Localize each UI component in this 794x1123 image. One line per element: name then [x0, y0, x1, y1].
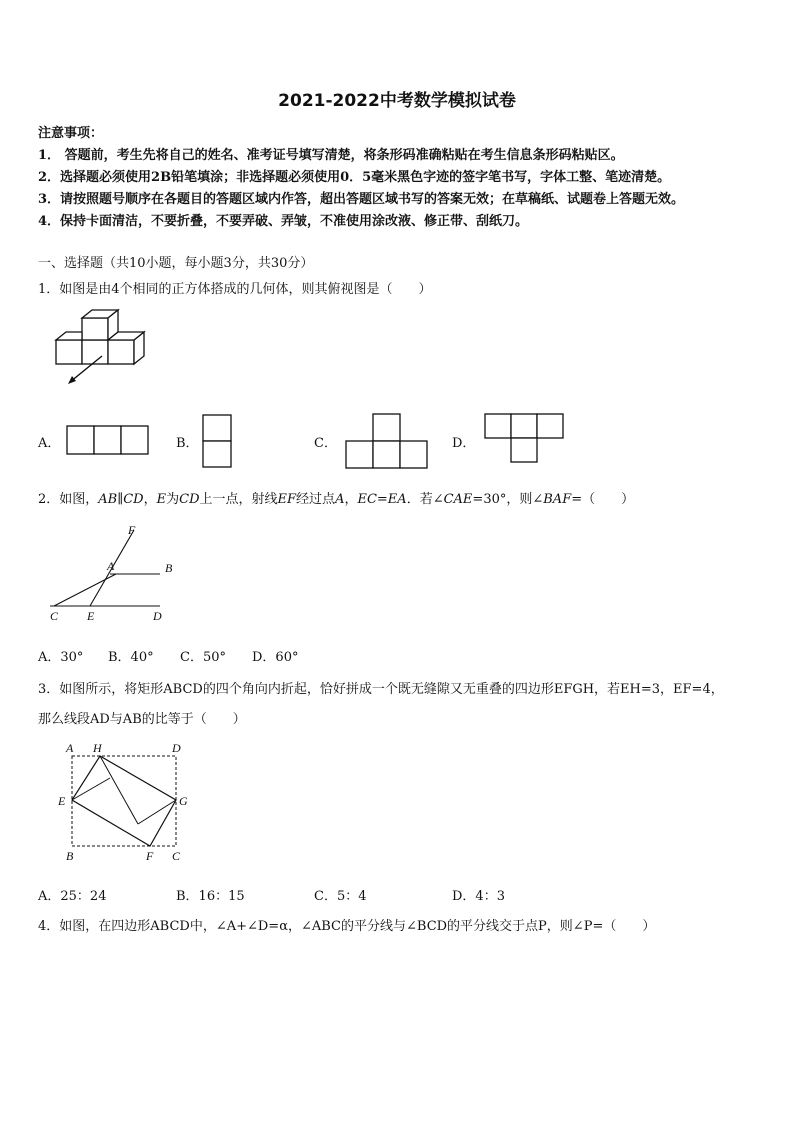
- notice-item-3: 3．请按照题号顺序在各题目的答题区域内作答，超出答题区域书写的答案无效；在草稿纸、试题卷上答题无效。: [38, 192, 685, 207]
- q2-stem-math2: E: [156, 492, 167, 507]
- q3-option-a: A．25：24: [38, 889, 107, 904]
- page-title: 2021-2022中考数学模拟试卷: [278, 91, 516, 111]
- section-heading: 一、选择题（共10小题，每小题3分，共30分）: [38, 256, 314, 271]
- q3-label-b: B: [66, 849, 74, 863]
- q2-label-c: C: [50, 609, 59, 623]
- q3-option-d: D．4：3: [452, 889, 505, 904]
- q3-label-g: G: [179, 794, 188, 808]
- q2-label-e: E: [87, 609, 95, 623]
- q3-label-d: D: [172, 741, 181, 755]
- q1-stem: 1．如图是由4个相同的正方体搭成的几何体，则其俯视图是（ ）: [38, 282, 432, 297]
- q3-option-c: C．5：4: [314, 889, 367, 904]
- q1-option-c-label: C．: [314, 436, 337, 451]
- q2-label-b: B: [165, 561, 173, 575]
- q1-cube-figure: [52, 308, 172, 398]
- q1-option-d-label: D．: [452, 436, 476, 451]
- q3-label-f: F: [146, 849, 154, 863]
- q3-label-c: C: [172, 849, 181, 863]
- q2-stem-mid3: 上一点，射线: [199, 492, 278, 507]
- notice-heading: 注意事项：: [38, 126, 104, 141]
- q2-stem-mid4: 经过点: [296, 492, 336, 507]
- q4-stem: 4．如图，在四边形ABCD中，∠A+∠D=α，∠ABC的平分线与∠BCD的平分线交于点P，则∠P=（ ）: [38, 919, 656, 934]
- q3-stem-line-1: 3．如图所示，将矩形ABCD的四个角向内折起，恰好拼成一个既无缝隙又无重叠的四边形EFGH，若EH=3，EF=4，: [38, 682, 724, 697]
- q3-option-b: B．16：15: [176, 889, 245, 904]
- q2-stem-math3: CD: [179, 492, 200, 507]
- q2-stem-mid2: 为: [166, 492, 180, 507]
- q2-option-a: A．30°: [38, 650, 84, 665]
- notice-item-4: 4．保持卡面清洁，不要折叠，不要弄破、弄皱，不准使用涂改液、修正带、刮纸刀。: [38, 214, 529, 229]
- q3-rectangle-figure: [54, 738, 194, 868]
- notice-item-2: 2．选择题必须使用2B铅笔填涂；非选择题必须使用0．5毫米黑色字迹的签字笔书写，字体工整、笔迹清楚。: [38, 170, 671, 185]
- q2-stem-mid6: ．若∠: [406, 492, 444, 507]
- q2-label-d: D: [153, 609, 162, 623]
- q2-stem-pre: 2．如图，: [38, 492, 99, 507]
- q1-option-d-figure: [484, 413, 568, 471]
- q2-stem-math6: EC=EA: [357, 492, 407, 507]
- notice-item-1-text: 1． 答题前，考生先将自己的姓名、准考证号填写清楚，将条形码准确粘贴在考生信息条形码粘贴区。: [38, 148, 624, 163]
- q1-option-a-label: A．: [38, 436, 61, 451]
- q1-option-b-label: B．: [176, 436, 199, 451]
- q2-option-c: C．50°: [180, 650, 226, 665]
- q2-option-d: D．60°: [252, 650, 299, 665]
- q1-option-b-figure: [202, 414, 234, 470]
- q2-stem-math8: BAF: [543, 492, 572, 507]
- q3-label-a: A: [66, 741, 74, 755]
- q2-label-a: A: [107, 559, 115, 573]
- q2-stem-mid1: ，: [143, 492, 157, 507]
- q1-option-c-figure: [345, 413, 429, 471]
- q3-label-e: E: [58, 794, 66, 808]
- q2-option-b: B．40°: [108, 650, 154, 665]
- q3-stem-line-2: 那么线段AD与AB的比等于（ ）: [38, 712, 246, 727]
- notice-item-1: [38, 144, 624, 163]
- q2-stem: [38, 488, 634, 507]
- q2-stem-math7: CAE: [443, 492, 473, 507]
- q2-stem-end: =（ ）: [571, 492, 635, 507]
- q3-label-h: H: [93, 741, 102, 755]
- q1-option-a-figure: [66, 425, 150, 457]
- q2-stem-math5: A: [335, 492, 345, 507]
- q2-stem-mid7: =30°，则∠: [472, 492, 544, 507]
- q2-stem-mid5: ，: [344, 492, 358, 507]
- q2-stem-math4: EF: [277, 492, 297, 507]
- q2-label-f: F: [128, 523, 136, 537]
- q2-stem-math1: AB∥CD: [98, 492, 144, 507]
- q2-parallel-figure: [44, 520, 184, 630]
